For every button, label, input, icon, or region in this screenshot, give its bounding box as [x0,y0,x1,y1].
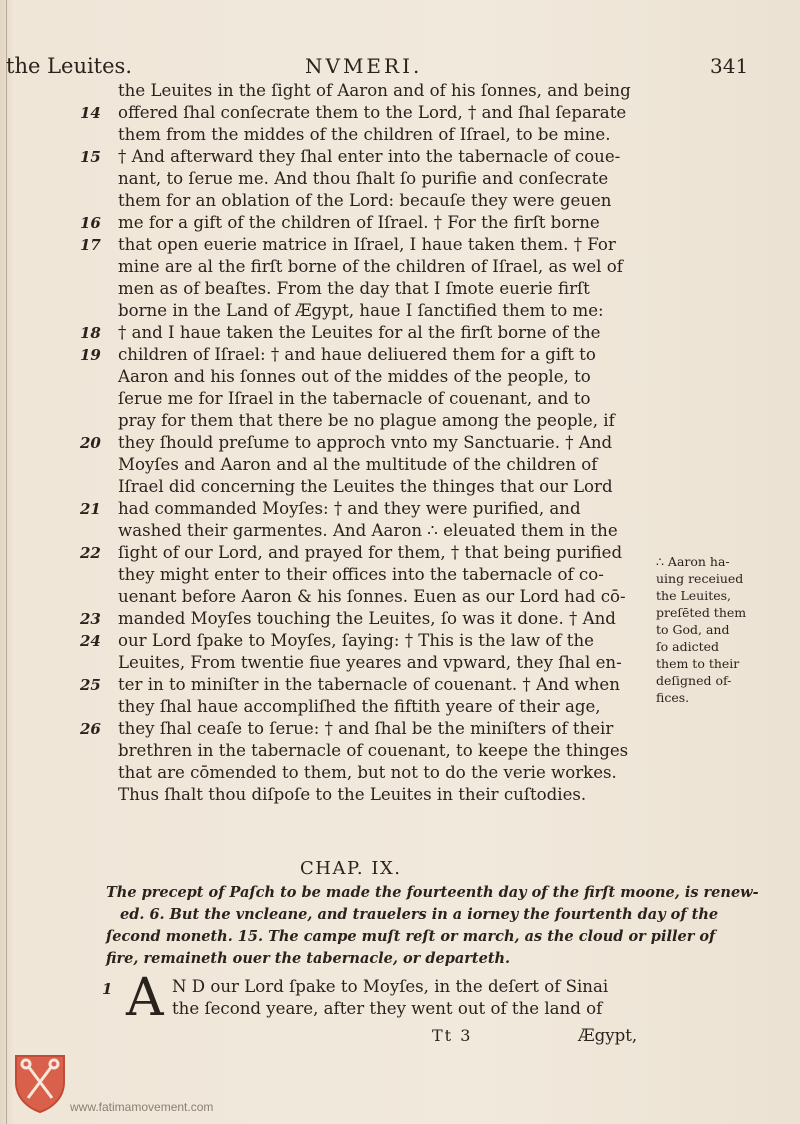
text-line [0,762,800,784]
margin-note-line: preſēted them [656,605,747,620]
line-text: the Leuites in the ſight of Aaron and of his ſonnes, and being [118,81,631,100]
summary-line: ed. 6. But the vncleane, and trauelers in a iorney the fourtenth day of the [120,906,719,923]
text-line [0,344,800,366]
line-text: them for an oblation of the Lord: becauſe they were geuen [118,191,612,210]
margin-note [656,553,766,706]
verse-number: 20 [80,434,101,452]
text-line [0,256,800,278]
line-text: they ſhould preſume to approch vnto my Sanctuarie. † And [118,433,613,452]
verse-number: 25 [80,676,101,694]
text-line [0,740,800,762]
line-text: † And afterward they ſhal enter into the tabernacle of coue- [118,147,621,166]
verse-number: 15 [80,148,101,166]
line-text: offered ſhal conſecrate them to the Lord, † and ſhal ſeparate [118,103,627,122]
line-text: Leuites, From twentie fiue yeares and vpward, they ſhal en- [118,653,622,672]
line-text: ſight of our Lord, and prayed for them, † that being purified [118,543,623,562]
catchword: Ægypt, [578,1026,638,1045]
text-line [0,410,800,432]
verse-number: 17 [80,236,101,254]
line-text: they ſhal ceaſe to ſerue: † and ſhal be the miniſters of their [118,719,614,738]
header-book-title: NVMERI. [305,54,423,78]
line-text: they ſhal haue accompliſhed the fiftith yeare of their age, [118,697,601,716]
margin-note-line: fices. [656,690,690,705]
line-text: brethren in the tabernacle of couenant, to keepe the thinges [118,741,629,760]
verse-number: 23 [80,610,101,628]
text-line [0,476,800,498]
line-text: Thus ſhalt thou diſpoſe to the Leuites in their cuſtodies. [118,785,587,804]
verse-number: 24 [80,632,101,650]
chapter-heading: CHAP. IX. [300,858,402,879]
verse-number: 19 [80,346,101,364]
line-text: men as of beaſtes. From the day that I ſmote euerie firſt [118,279,590,298]
text-line [0,212,800,234]
line-text: me for a gift of the children of Iſrael. † For the firſt borne [118,213,600,232]
summary-line: ſecond moneth. 15. The campe muſt reſt or march, as the cloud or piller of [106,928,716,945]
line-text: Aaron and his ſonnes out of the middes of the people, to [118,367,591,386]
margin-note-line: ſo adicted [656,639,720,654]
text-line [0,520,800,542]
drop-capital: A [126,968,164,1028]
line-text: that are cōmended to them, but not to do the verie workes. [118,763,617,782]
verse-number: 14 [80,104,101,122]
page-number: 341 [710,54,749,78]
verse-number: 26 [80,720,101,738]
line-text: † and I haue taken the Leuites for al the firſt borne of the [118,323,601,342]
text-line [0,234,800,256]
chapter-first-line: N D our Lord ſpake to Moyſes, in the deſert of Sinai [172,977,609,996]
text-line [0,80,800,102]
text-line [0,124,800,146]
line-text: they might enter to their offices into the tabernacle of co- [118,565,604,584]
margin-note-line: uing receiued [656,571,744,586]
margin-note-line: to God, and [656,622,730,637]
verse-number: 18 [80,324,101,342]
chapter-second-line: the ſecond yeare, after they went out of the land of [172,999,603,1018]
text-line [0,388,800,410]
text-line [0,454,800,476]
text-line [0,498,800,520]
margin-note-line: the Leuites, [656,588,731,603]
line-text: pray for them that there be no plague among the people, if [118,411,615,430]
verse-number: 1 [102,980,113,998]
line-text: manded Moyſes touching the Leuites, ſo was it done. † And [118,609,616,628]
line-text: our Lord ſpake to Moyſes, ſaying: † This is the law of the [118,631,594,650]
text-line [0,300,800,322]
signature-mark: Tt 3 [432,1026,473,1045]
line-text: ter in to miniſter in the tabernacle of couenant. † And when [118,675,620,694]
text-line [0,784,800,806]
text-line [0,278,800,300]
line-text: washed their garmentes. And Aaron ∴ eleuated them in the [118,521,618,540]
header-left: the Leuites. [6,54,132,78]
line-text: uenant before Aaron & his ſonnes. Euen as our Lord had cō- [118,587,626,606]
margin-note-line: deſigned of- [656,673,732,688]
watermark-url: www.fatimamovement.com [70,1100,214,1114]
text-line [0,102,800,124]
line-text: mine are al the firſt borne of the children of Iſrael, as wel of [118,257,623,276]
line-text: them from the middes of the children of Iſrael, to be mine. [118,125,611,144]
text-line [0,432,800,454]
text-line [0,718,800,740]
line-text: Iſrael did concerning the Leuites the thinges that our Lord [118,477,613,496]
summary-line: The precept of Paſch to be made the fourteenth day of the firſt moone, is renew- [106,884,759,901]
margin-note-line: ∴ Aaron ha- [656,554,730,569]
line-text: that open euerie matrice in Iſrael, I haue taken them. † For [118,235,616,254]
line-text: borne in the Land of Ægypt, haue I ſanctified them to me: [118,301,604,320]
verse-number: 16 [80,214,101,232]
verse-number: 21 [80,500,101,518]
line-text: nant, to ſerue me. And thou ſhalt ſo purifie and conſecrate [118,169,609,188]
text-line [0,190,800,212]
papal-shield-icon [12,1052,68,1114]
running-header [0,50,800,84]
verse-number: 22 [80,544,101,562]
text-line [0,168,800,190]
line-text: ſerue me for Iſrael in the tabernacle of couenant, and to [118,389,591,408]
line-text: children of Iſrael: † and haue deliuered them for a gift to [118,345,596,364]
line-text: had commanded Moyſes: † and they were purified, and [118,499,581,518]
margin-note-line: them to their [656,656,740,671]
text-line [0,366,800,388]
text-line [0,322,800,344]
line-text: Moyſes and Aaron and al the multitude of the children of [118,455,598,474]
summary-line: fire, remaineth ouer the tabernacle, or departeth. [106,950,511,967]
text-line [0,146,800,168]
